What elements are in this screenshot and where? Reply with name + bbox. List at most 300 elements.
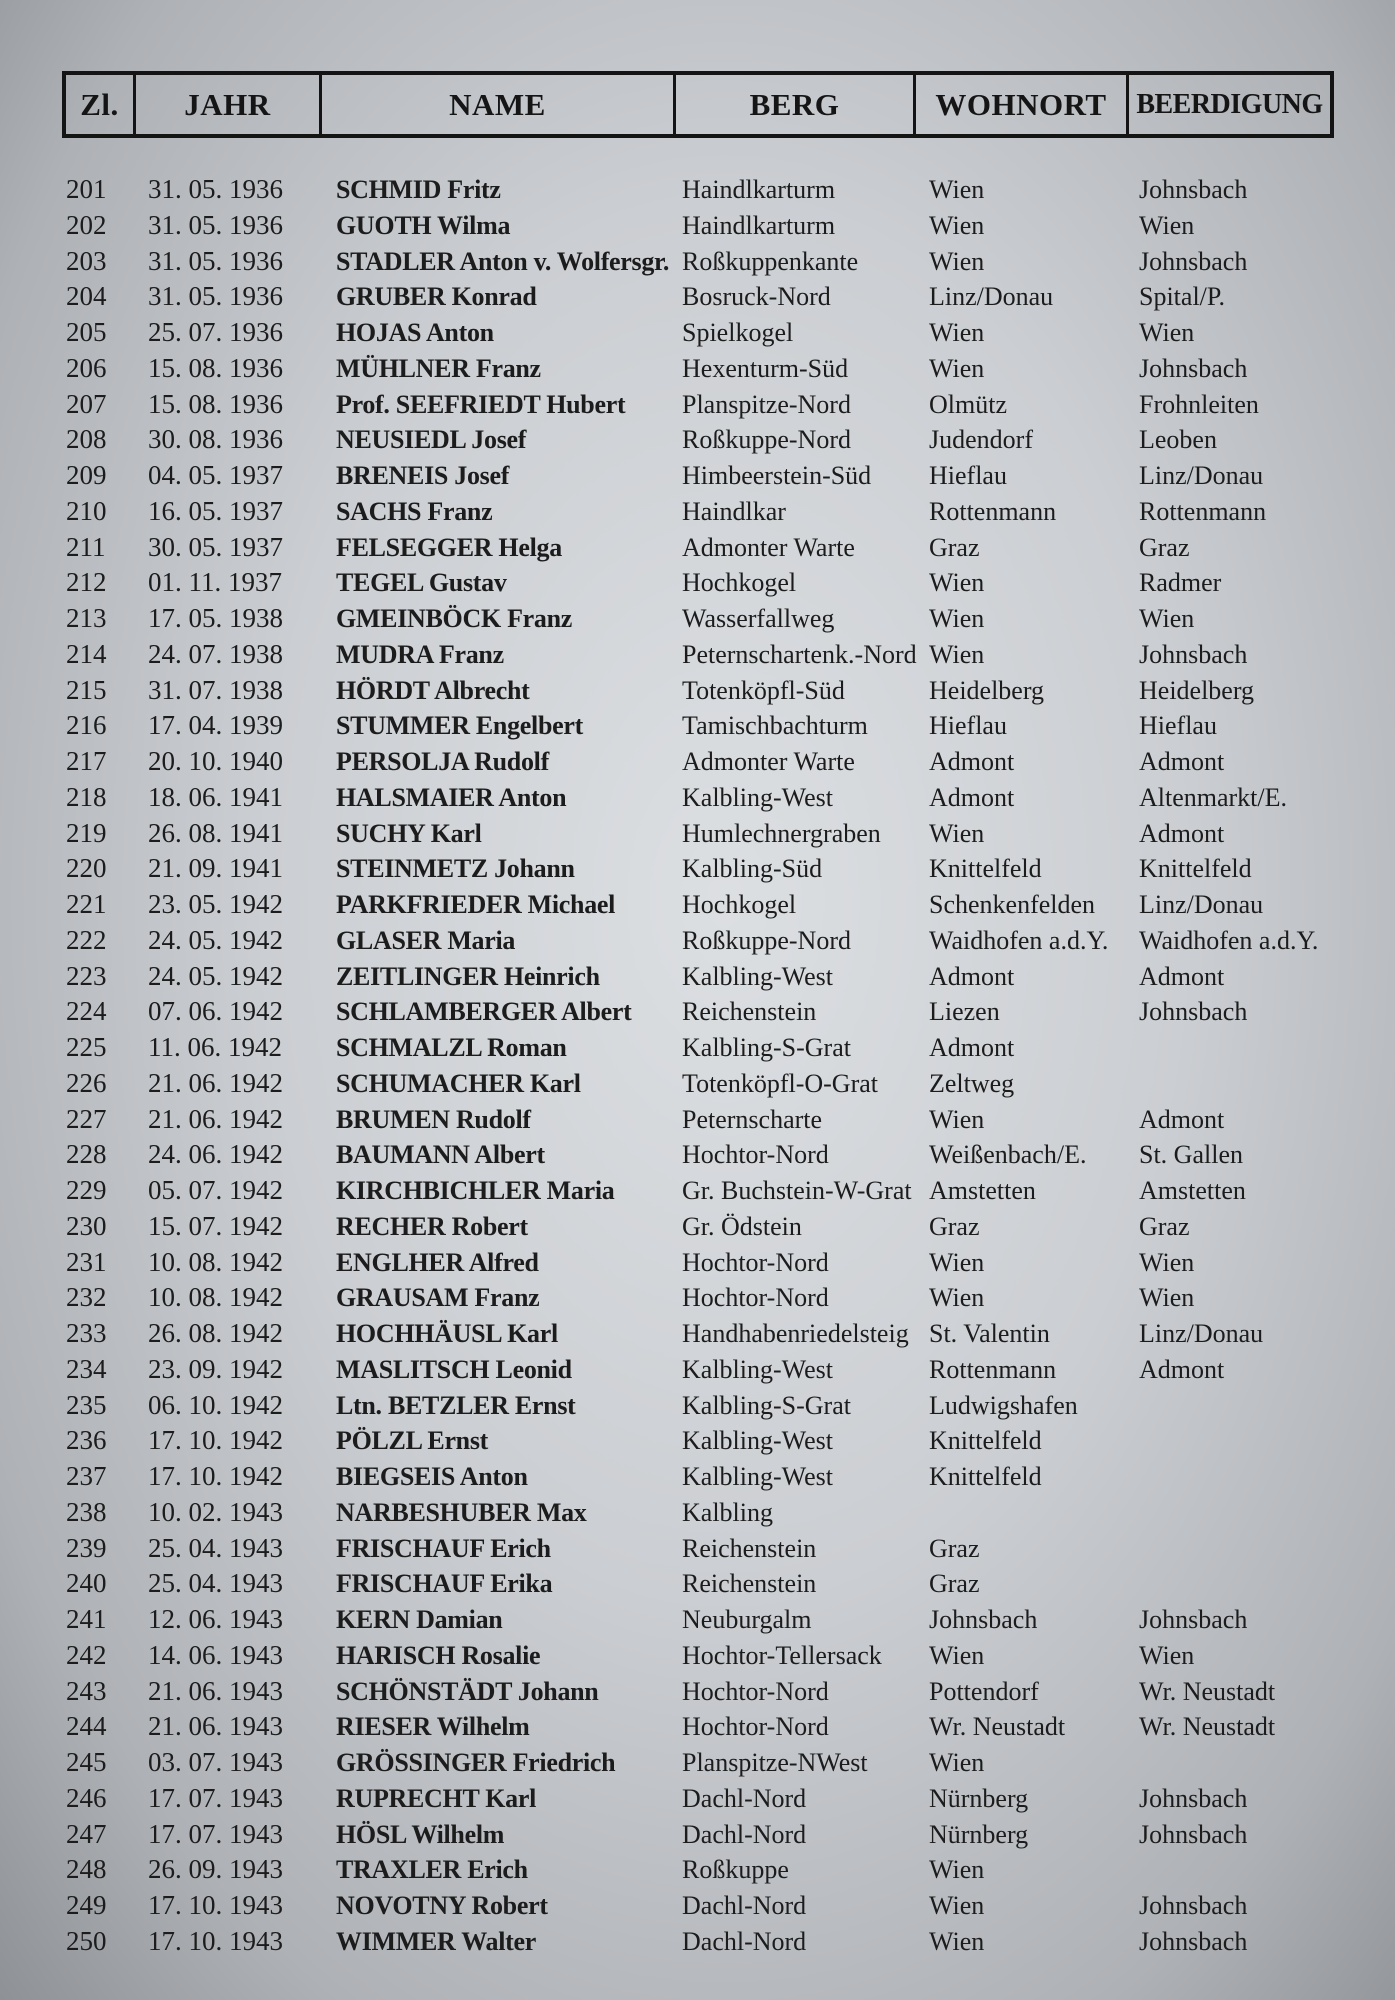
- row-date: 31. 05. 1936: [148, 209, 283, 240]
- table-row: [0, 172, 1395, 208]
- row-residence: Knittelfeld: [929, 854, 1042, 884]
- table-row: [0, 315, 1395, 351]
- row-burial: Wien: [1139, 1283, 1195, 1313]
- table-row: [0, 387, 1395, 423]
- row-residence: Graz: [929, 1569, 980, 1599]
- row-name: PERSOLJA Rudolf: [336, 747, 549, 776]
- row-date: 16. 05. 1937: [148, 495, 283, 526]
- row-residence: Wien: [929, 1247, 985, 1277]
- table-row: [0, 1459, 1395, 1495]
- table-header: [62, 71, 1334, 138]
- table-row: [0, 1423, 1395, 1459]
- row-date: 30. 05. 1937: [148, 531, 283, 562]
- header-zl: Zl.: [66, 75, 136, 134]
- row-date: 03. 07. 1943: [148, 1747, 283, 1777]
- row-residence: Schenkenfelden: [929, 890, 1096, 919]
- row-burial: Wien: [1139, 318, 1195, 347]
- row-burial: Hieflau: [1139, 711, 1217, 741]
- table-row: [0, 1888, 1395, 1924]
- row-burial: Leoben: [1139, 425, 1217, 455]
- row-number: 202: [66, 209, 107, 240]
- row-name: BIEGSEIS Anton: [336, 1462, 528, 1491]
- row-number: 236: [66, 1425, 107, 1456]
- table-row: [0, 1781, 1395, 1817]
- row-burial: Johnsbach: [1139, 1783, 1248, 1813]
- row-number: 207: [66, 388, 107, 419]
- row-burial: Linz/Donau: [1139, 890, 1264, 919]
- row-name: BRENEIS Josef: [336, 461, 510, 490]
- row-name: GLASER Maria: [336, 925, 516, 955]
- row-mountain: Kalbling-West: [682, 782, 833, 812]
- row-name: STEINMETZ Johann: [336, 854, 575, 884]
- table-row: [0, 780, 1395, 816]
- row-mountain: Hochtor-Nord: [682, 1712, 829, 1742]
- row-number: 213: [66, 603, 107, 633]
- row-mountain: Kalbling-Süd: [682, 854, 823, 884]
- row-date: 17. 10. 1943: [148, 1925, 283, 1956]
- row-mountain: Dachl-Nord: [682, 1926, 807, 1956]
- row-number: 249: [66, 1890, 107, 1920]
- row-mountain: Haindlkarturm: [682, 210, 836, 240]
- row-number: 215: [66, 674, 107, 705]
- table-row: [0, 744, 1395, 780]
- table-row: [0, 1316, 1395, 1352]
- row-burial: Wien: [1139, 604, 1195, 633]
- row-mountain: Reichenstein: [682, 997, 817, 1027]
- row-date: 17. 07. 1943: [148, 1818, 283, 1849]
- row-residence: Wien: [929, 1104, 985, 1134]
- row-burial: Frohnleiten: [1139, 389, 1259, 419]
- table-row: [0, 1924, 1395, 1960]
- table-row: [0, 351, 1395, 387]
- row-residence: Wr. Neustadt: [929, 1712, 1066, 1742]
- row-name: RECHER Robert: [336, 1211, 528, 1241]
- row-date: 17. 10. 1943: [148, 1890, 283, 1920]
- row-date: 10. 02. 1943: [148, 1496, 283, 1527]
- row-date: 26. 08. 1942: [148, 1318, 283, 1348]
- table-row: [0, 458, 1395, 494]
- row-residence: Hieflau: [929, 461, 1007, 490]
- table-row: [0, 673, 1395, 709]
- row-name: MUDRA Franz: [336, 639, 504, 669]
- row-burial: Johnsbach: [1139, 639, 1248, 669]
- row-number: 206: [66, 352, 107, 383]
- row-mountain: Roßkuppenkante: [682, 246, 859, 276]
- row-date: 05. 07. 1942: [148, 1175, 283, 1205]
- row-name: GUOTH Wilma: [336, 210, 511, 240]
- row-residence: Rottenmann: [929, 1354, 1057, 1384]
- row-burial: Johnsbach: [1139, 1926, 1248, 1956]
- row-residence: Wien: [929, 1748, 985, 1777]
- row-date: 15. 08. 1936: [148, 388, 283, 419]
- row-date: 31. 05. 1936: [148, 281, 283, 312]
- row-mountain: Himbeerstein-Süd: [682, 461, 872, 490]
- row-mountain: Gr. Buchstein-W-Grat: [682, 1176, 912, 1205]
- row-mountain: Dachl-Nord: [682, 1819, 807, 1849]
- row-mountain: Hochtor-Nord: [682, 1676, 829, 1706]
- row-number: 228: [66, 1139, 107, 1170]
- header-berg: BERG: [676, 75, 916, 134]
- row-date: 17. 10. 1942: [148, 1461, 283, 1491]
- row-residence: Pottendorf: [929, 1676, 1039, 1706]
- table-row: [0, 1817, 1395, 1853]
- row-residence: Olmütz: [929, 389, 1007, 419]
- table-row: [0, 1280, 1395, 1316]
- row-number: 227: [66, 1103, 107, 1134]
- row-residence: Knittelfeld: [929, 1462, 1042, 1491]
- row-date: 14. 06. 1943: [148, 1639, 283, 1670]
- row-name: NEUSIEDL Josef: [336, 425, 527, 455]
- row-residence: Wien: [929, 318, 985, 347]
- row-date: 17. 05. 1938: [148, 603, 283, 633]
- row-name: KERN Damian: [336, 1605, 503, 1634]
- row-number: 210: [66, 495, 107, 526]
- row-mountain: Totenköpfl-O-Grat: [682, 1068, 879, 1098]
- row-mountain: Reichenstein: [682, 1569, 817, 1599]
- table-row: [0, 244, 1395, 280]
- row-date: 30. 08. 1936: [148, 424, 283, 455]
- table-row: [0, 1102, 1395, 1138]
- row-date: 17. 10. 1942: [148, 1425, 283, 1456]
- table-row: [0, 1209, 1395, 1245]
- row-number: 218: [66, 781, 107, 812]
- row-number: 212: [66, 567, 107, 598]
- row-mountain: Roßkuppe-Nord: [682, 425, 851, 455]
- row-date: 21. 06. 1942: [148, 1067, 283, 1098]
- row-number: 225: [66, 1032, 107, 1062]
- row-residence: Heidelberg: [929, 675, 1045, 705]
- table-row: [0, 1066, 1395, 1102]
- row-burial: Radmer: [1139, 568, 1222, 598]
- row-burial: Waidhofen a.d.Y.: [1139, 925, 1319, 955]
- table-row: [0, 1674, 1395, 1710]
- table-row: [0, 1566, 1395, 1602]
- table-row: [0, 1173, 1395, 1209]
- row-date: 24. 07. 1938: [148, 638, 283, 669]
- row-name: MASLITSCH Leonid: [336, 1354, 572, 1384]
- table-row: [0, 208, 1395, 244]
- row-name: SACHS Franz: [336, 496, 493, 526]
- row-burial: Wr. Neustadt: [1139, 1676, 1276, 1706]
- row-residence: Johnsbach: [929, 1605, 1038, 1634]
- row-name: STUMMER Engelbert: [336, 711, 583, 741]
- row-date: 26. 08. 1941: [148, 817, 283, 848]
- row-name: SCHUMACHER Karl: [336, 1068, 581, 1098]
- row-burial: Linz/Donau: [1139, 461, 1264, 490]
- row-number: 226: [66, 1067, 107, 1098]
- row-mountain: Hochtor-Nord: [682, 1247, 829, 1277]
- row-name: FRISCHAUF Erich: [336, 1533, 551, 1563]
- row-residence: Wien: [929, 246, 985, 276]
- row-date: 12. 06. 1943: [148, 1604, 283, 1634]
- row-burial: Knittelfeld: [1139, 854, 1252, 884]
- row-name: ZEITLINGER Heinrich: [336, 961, 600, 991]
- row-date: 24. 05. 1942: [148, 960, 283, 991]
- row-name: TEGEL Gustav: [336, 568, 507, 598]
- row-residence: Nürnberg: [929, 1783, 1029, 1813]
- row-mountain: Dachl-Nord: [682, 1783, 807, 1813]
- row-burial: Admont: [1139, 961, 1225, 991]
- table-row: [0, 1495, 1395, 1531]
- row-name: FRISCHAUF Erika: [336, 1569, 553, 1599]
- row-mountain: Bosruck-Nord: [682, 282, 831, 312]
- table-row: [0, 422, 1395, 458]
- row-name: RUPRECHT Karl: [336, 1783, 537, 1813]
- row-number: 247: [66, 1818, 107, 1849]
- table-row: [0, 816, 1395, 852]
- table-row: [0, 1030, 1395, 1066]
- row-name: BAUMANN Albert: [336, 1140, 545, 1170]
- row-number: 230: [66, 1210, 107, 1241]
- row-date: 31. 05. 1936: [148, 174, 283, 204]
- row-residence: Liezen: [929, 997, 1000, 1027]
- row-residence: Admont: [929, 782, 1015, 812]
- row-number: 222: [66, 924, 107, 955]
- row-number: 214: [66, 638, 107, 669]
- row-mountain: Reichenstein: [682, 1533, 817, 1563]
- row-mountain: Wasserfallweg: [682, 604, 835, 633]
- table-row: [0, 1352, 1395, 1388]
- row-residence: Wien: [929, 175, 985, 204]
- row-number: 246: [66, 1782, 107, 1813]
- row-number: 231: [66, 1246, 107, 1277]
- row-residence: Weißenbach/E.: [929, 1140, 1087, 1170]
- row-residence: Wien: [929, 604, 985, 633]
- row-mountain: Gr. Ödstein: [682, 1211, 802, 1241]
- row-mountain: Hexenturm-Süd: [682, 353, 849, 383]
- header-beerdigung: BEERDIGUNG: [1136, 88, 1323, 120]
- row-burial: Johnsbach: [1139, 175, 1248, 204]
- row-date: 25. 04. 1943: [148, 1532, 283, 1563]
- table-row: [0, 1745, 1395, 1781]
- row-mountain: Admonter Warte: [682, 747, 855, 776]
- row-name: PÖLZL Ernst: [336, 1426, 489, 1456]
- row-residence: St. Valentin: [929, 1319, 1050, 1348]
- row-name: ENGLHER Alfred: [336, 1247, 539, 1277]
- row-name: HOJAS Anton: [336, 318, 494, 347]
- table-row: [0, 601, 1395, 637]
- row-residence: Admont: [929, 961, 1015, 991]
- row-number: 244: [66, 1711, 107, 1742]
- row-residence: Linz/Donau: [929, 282, 1054, 312]
- row-residence: Nürnberg: [929, 1819, 1029, 1849]
- table-row: [0, 1709, 1395, 1745]
- row-mountain: Haindlkarturm: [682, 175, 836, 204]
- row-number: 250: [66, 1925, 107, 1956]
- row-mountain: Hochtor-Tellersack: [682, 1640, 882, 1670]
- table-row: [0, 887, 1395, 923]
- row-number: 217: [66, 746, 107, 776]
- row-mountain: Peternschartenk.-Nord: [682, 639, 917, 669]
- row-burial: Johnsbach: [1139, 1891, 1248, 1920]
- row-number: 211: [66, 531, 106, 562]
- row-burial: Linz/Donau: [1139, 1319, 1264, 1348]
- row-number: 235: [66, 1389, 107, 1420]
- row-name: SUCHY Karl: [336, 818, 482, 848]
- row-mountain: Humlechnergraben: [682, 818, 881, 848]
- row-number: 221: [66, 889, 107, 919]
- row-number: 220: [66, 853, 107, 884]
- row-date: 25. 04. 1943: [148, 1568, 283, 1599]
- row-residence: Wien: [929, 353, 985, 383]
- row-burial: Spital/P.: [1139, 282, 1225, 312]
- row-mountain: Kalbling-West: [682, 1354, 833, 1384]
- row-name: Ltn. BETZLER Ernst: [336, 1390, 576, 1420]
- table-row: [0, 494, 1395, 530]
- row-burial: Admont: [1139, 818, 1225, 848]
- row-name: MÜHLNER Franz: [336, 353, 541, 383]
- row-name: SCHMID Fritz: [336, 175, 501, 204]
- row-number: 229: [66, 1175, 107, 1205]
- row-name: GRUBER Konrad: [336, 282, 537, 312]
- row-name: HÖSL Wilhelm: [336, 1819, 505, 1849]
- row-date: 15. 08. 1936: [148, 352, 283, 383]
- row-mountain: Kalbling-S-Grat: [682, 1390, 851, 1420]
- table-row: [0, 994, 1395, 1030]
- row-mountain: Spielkogel: [682, 318, 794, 347]
- header-name: NAME: [322, 75, 676, 134]
- row-mountain: Planspitze-NWest: [682, 1748, 868, 1777]
- row-number: 242: [66, 1639, 107, 1670]
- row-burial: Wien: [1139, 1640, 1195, 1670]
- row-date: 21. 06. 1943: [148, 1711, 283, 1742]
- row-name: SCHMALZL Roman: [336, 1033, 567, 1062]
- row-date: 07. 06. 1942: [148, 996, 283, 1027]
- row-mountain: Roßkuppe-Nord: [682, 925, 851, 955]
- row-date: 17. 04. 1939: [148, 710, 283, 741]
- row-number: 223: [66, 960, 107, 991]
- row-residence: Wien: [929, 1855, 985, 1885]
- row-burial: Graz: [1139, 532, 1190, 562]
- row-mountain: Haindlkar: [682, 496, 786, 526]
- row-burial: St. Gallen: [1139, 1140, 1243, 1170]
- table-row: [0, 637, 1395, 673]
- row-date: 10. 08. 1942: [148, 1282, 283, 1313]
- row-residence: Wien: [929, 1891, 985, 1920]
- row-name: Prof. SEEFRIEDT Hubert: [336, 389, 626, 419]
- row-number: 248: [66, 1854, 107, 1885]
- header-jahr: JAHR: [136, 75, 322, 134]
- row-name: GMEINBÖCK Franz: [336, 604, 572, 633]
- row-residence: Graz: [929, 532, 980, 562]
- row-number: 209: [66, 460, 107, 490]
- row-residence: Admont: [929, 747, 1015, 776]
- table-row: [0, 708, 1395, 744]
- row-burial: Rottenmann: [1139, 496, 1267, 526]
- row-number: 245: [66, 1747, 107, 1777]
- row-name: SCHÖNSTÄDT Johann: [336, 1676, 599, 1706]
- row-burial: Johnsbach: [1139, 997, 1248, 1027]
- row-burial: Wien: [1139, 1247, 1195, 1277]
- row-name: NOVOTNY Robert: [336, 1891, 548, 1920]
- row-residence: Knittelfeld: [929, 1426, 1042, 1456]
- row-burial: Altenmarkt/E.: [1139, 782, 1288, 812]
- row-residence: Admont: [929, 1033, 1015, 1062]
- row-number: 205: [66, 317, 107, 347]
- row-residence: Wien: [929, 639, 985, 669]
- row-residence: Wien: [929, 1926, 985, 1956]
- row-date: 26. 09. 1943: [148, 1854, 283, 1885]
- row-name: HÖRDT Albrecht: [336, 675, 530, 705]
- row-number: 233: [66, 1318, 107, 1348]
- row-date: 31. 07. 1938: [148, 674, 283, 705]
- row-mountain: Roßkuppe: [682, 1855, 789, 1885]
- row-burial: Admont: [1139, 1104, 1225, 1134]
- row-date: 17. 07. 1943: [148, 1782, 283, 1813]
- row-mountain: Neuburgalm: [682, 1605, 812, 1634]
- row-residence: Waidhofen a.d.Y.: [929, 925, 1109, 955]
- row-name: RIESER Wilhelm: [336, 1712, 530, 1742]
- row-residence: Ludwigshafen: [929, 1390, 1078, 1420]
- table-row: [0, 565, 1395, 601]
- row-burial: Wr. Neustadt: [1139, 1712, 1276, 1742]
- row-residence: Hieflau: [929, 711, 1007, 741]
- table-row: [0, 1531, 1395, 1567]
- row-burial: Graz: [1139, 1211, 1190, 1241]
- table-row: [0, 1602, 1395, 1638]
- row-burial: Admont: [1139, 1354, 1225, 1384]
- row-date: 15. 07. 1942: [148, 1210, 283, 1241]
- row-number: 243: [66, 1675, 107, 1706]
- header-wohnort: WOHNORT: [916, 75, 1129, 134]
- row-number: 219: [66, 817, 107, 848]
- table-row: [0, 1852, 1395, 1888]
- row-burial: Heidelberg: [1139, 675, 1255, 705]
- row-residence: Wien: [929, 568, 985, 598]
- row-date: 21. 06. 1942: [148, 1103, 283, 1134]
- row-mountain: Planspitze-Nord: [682, 389, 851, 419]
- row-date: 20. 10. 1940: [148, 746, 283, 776]
- row-number: 201: [66, 174, 107, 204]
- row-mountain: Admonter Warte: [682, 532, 855, 562]
- row-number: 240: [66, 1568, 107, 1599]
- row-name: GRÖSSINGER Friedrich: [336, 1748, 616, 1777]
- table-row: [0, 923, 1395, 959]
- table-row: [0, 1388, 1395, 1424]
- row-date: 18. 06. 1941: [148, 781, 283, 812]
- row-residence: Wien: [929, 210, 985, 240]
- row-mountain: Hochtor-Nord: [682, 1140, 829, 1170]
- row-number: 241: [66, 1604, 107, 1634]
- table-row: [0, 530, 1395, 566]
- row-mountain: Tamischbachturm: [682, 711, 868, 741]
- row-date: 23. 09. 1942: [148, 1353, 283, 1384]
- row-residence: Wien: [929, 1283, 985, 1313]
- row-name: KIRCHBICHLER Maria: [336, 1176, 615, 1205]
- row-name: HARISCH Rosalie: [336, 1640, 541, 1670]
- row-residence: Wien: [929, 1640, 985, 1670]
- row-burial: Amstetten: [1139, 1176, 1246, 1205]
- row-number: 237: [66, 1461, 107, 1491]
- row-date: 31. 05. 1936: [148, 245, 283, 276]
- row-date: 06. 10. 1942: [148, 1389, 283, 1420]
- table-row: [0, 279, 1395, 315]
- row-date: 01. 11. 1937: [148, 567, 282, 598]
- row-date: 24. 05. 1942: [148, 924, 283, 955]
- row-date: 23. 05. 1942: [148, 889, 283, 919]
- row-mountain: Peternscharte: [682, 1104, 823, 1134]
- row-name: BRUMEN Rudolf: [336, 1104, 531, 1134]
- row-residence: Graz: [929, 1211, 980, 1241]
- row-mountain: Kalbling-S-Grat: [682, 1033, 851, 1062]
- row-burial: Johnsbach: [1139, 246, 1248, 276]
- row-date: 25. 07. 1936: [148, 317, 283, 347]
- row-burial: Admont: [1139, 747, 1225, 776]
- row-mountain: Kalbling-West: [682, 1462, 833, 1491]
- row-number: 234: [66, 1353, 107, 1384]
- row-name: WIMMER Walter: [336, 1926, 536, 1956]
- row-date: 21. 06. 1943: [148, 1675, 283, 1706]
